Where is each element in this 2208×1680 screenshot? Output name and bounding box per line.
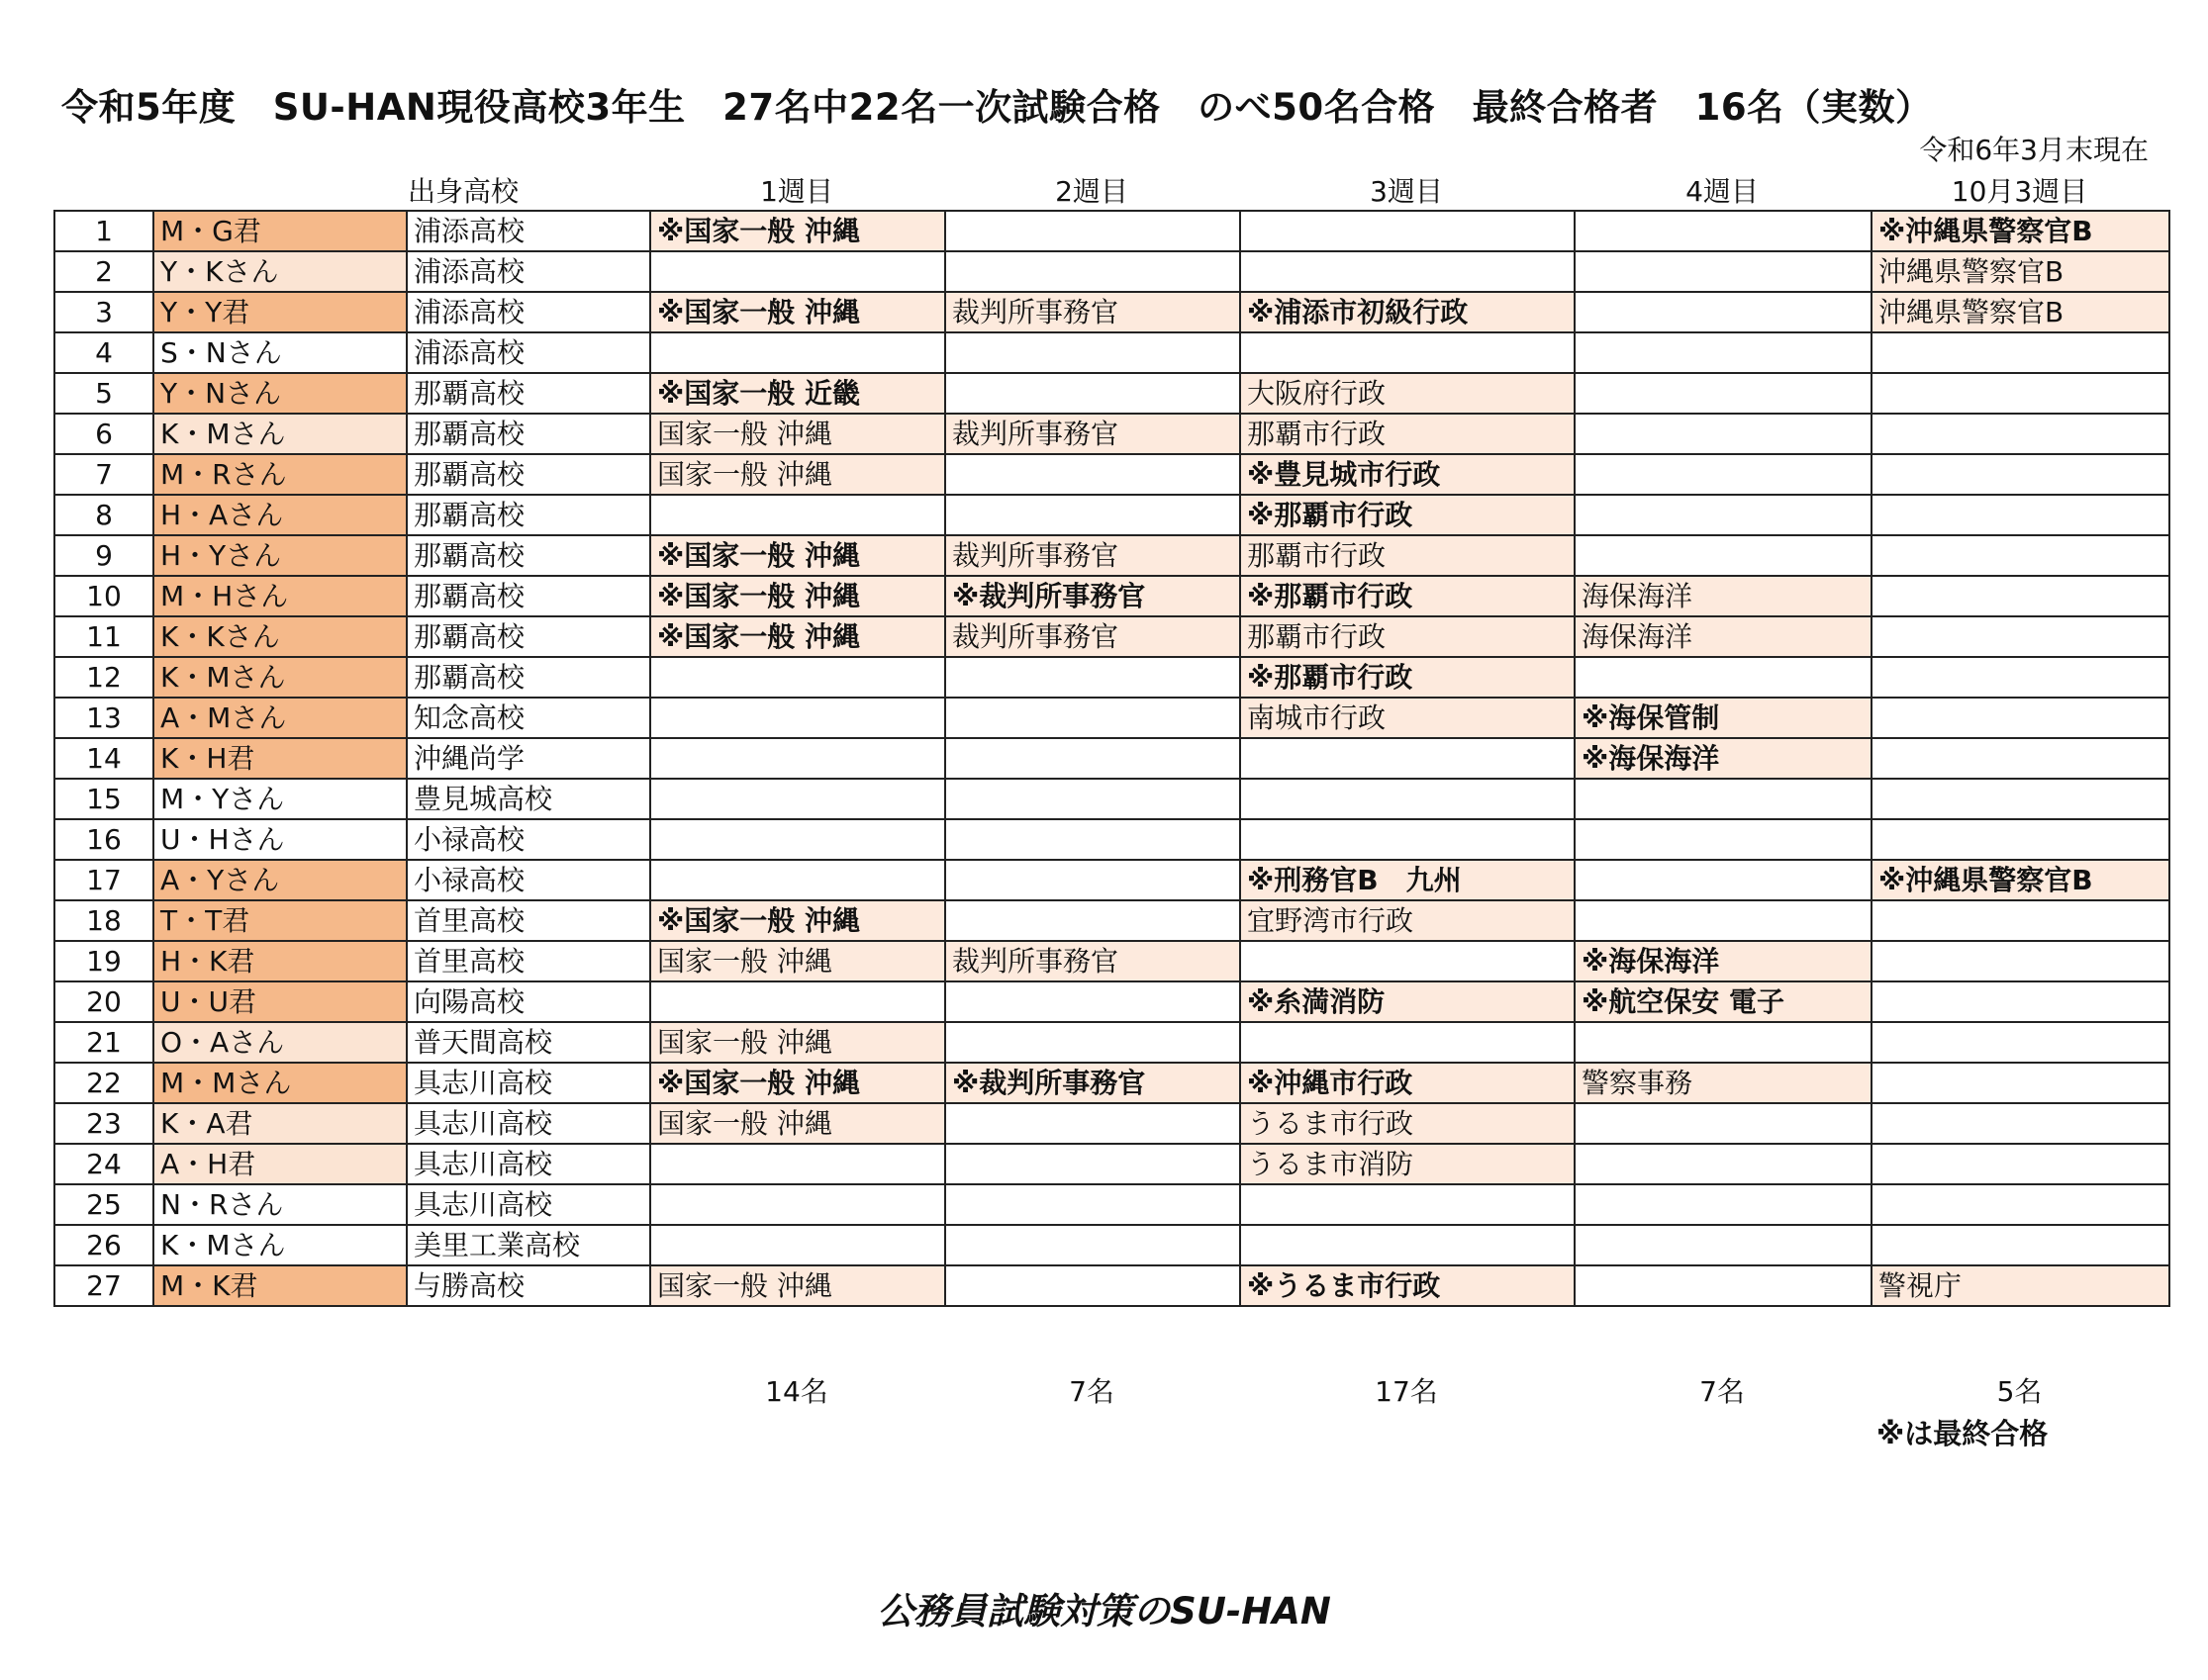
student-name: U・U君 xyxy=(153,981,407,1022)
student-name: Y・Y君 xyxy=(153,292,407,332)
week3-result xyxy=(1240,251,1575,292)
week5-result xyxy=(1872,454,2169,495)
school-name: 那覇高校 xyxy=(407,373,650,414)
school-name: 沖縄尚学 xyxy=(407,738,650,779)
week5-result: ※沖縄県警察官B xyxy=(1872,860,2169,900)
total-week4: 7名 xyxy=(1699,1375,1745,1408)
week4-result xyxy=(1575,1225,1872,1265)
week2-result xyxy=(945,1225,1240,1265)
week4-result: ※航空保安 電子 xyxy=(1575,981,1872,1022)
row-number: 19 xyxy=(54,941,153,981)
student-name: Y・Kさん xyxy=(153,251,407,292)
school-name: 向陽高校 xyxy=(407,981,650,1022)
row-number: 8 xyxy=(54,495,153,535)
week2-result xyxy=(945,495,1240,535)
week5-result: 警視庁 xyxy=(1872,1265,2169,1306)
week4-result xyxy=(1575,535,1872,576)
week5-result xyxy=(1872,779,2169,819)
school-name: 那覇高校 xyxy=(407,454,650,495)
week2-result: 裁判所事務官 xyxy=(945,535,1240,576)
school-name: 那覇高校 xyxy=(407,535,650,576)
week4-result xyxy=(1575,779,1872,819)
table-row xyxy=(54,779,2169,819)
week5-result xyxy=(1872,1063,2169,1103)
week2-result xyxy=(945,454,1240,495)
school-name: 具志川高校 xyxy=(407,1103,650,1144)
week3-result: ※豊見城市行政 xyxy=(1240,454,1575,495)
table-row xyxy=(54,251,2169,292)
week4-result xyxy=(1575,1184,1872,1225)
week4-result xyxy=(1575,860,1872,900)
total-week3: 17名 xyxy=(1375,1375,1438,1408)
header-week3: 3週目 xyxy=(1370,175,1443,208)
week2-result xyxy=(945,1265,1240,1306)
week3-result: うるま市行政 xyxy=(1240,1103,1575,1144)
week1-result: ※国家一般 沖縄 xyxy=(650,576,945,616)
table-row xyxy=(54,698,2169,738)
week2-result xyxy=(945,373,1240,414)
student-name: U・Hさん xyxy=(153,819,407,860)
table-row xyxy=(54,860,2169,900)
table-row xyxy=(54,454,2169,495)
week2-result xyxy=(945,779,1240,819)
week1-result xyxy=(650,738,945,779)
week4-result: 海保海洋 xyxy=(1575,616,1872,657)
student-name: S・Nさん xyxy=(153,332,407,373)
row-number: 14 xyxy=(54,738,153,779)
week1-result xyxy=(650,657,945,698)
header-week5: 10月3週目 xyxy=(1951,175,2088,208)
school-name: 那覇高校 xyxy=(407,657,650,698)
student-name: A・Mさん xyxy=(153,698,407,738)
table-row xyxy=(54,1184,2169,1225)
week1-result xyxy=(650,251,945,292)
student-name: K・A君 xyxy=(153,1103,407,1144)
week2-result: 裁判所事務官 xyxy=(945,292,1240,332)
week1-result: ※国家一般 沖縄 xyxy=(650,616,945,657)
week1-result: 国家一般 沖縄 xyxy=(650,414,945,454)
week5-result xyxy=(1872,900,2169,941)
week3-result xyxy=(1240,779,1575,819)
week4-result xyxy=(1575,332,1872,373)
table-row xyxy=(54,941,2169,981)
week1-result: 国家一般 沖縄 xyxy=(650,454,945,495)
week3-result xyxy=(1240,1022,1575,1063)
page-title: 令和5年度 SU-HAN現役高校3年生 27名中22名一次試験合格 のべ50名合格 最終合格者 16名（実数） xyxy=(61,86,1933,129)
week4-result xyxy=(1575,1103,1872,1144)
week5-result xyxy=(1872,576,2169,616)
total-week2: 7名 xyxy=(1069,1375,1114,1408)
week3-result: ※那覇市行政 xyxy=(1240,657,1575,698)
school-name: 那覇高校 xyxy=(407,495,650,535)
week4-result xyxy=(1575,1022,1872,1063)
week3-result: ※刑務官B 九州 xyxy=(1240,860,1575,900)
week3-result: 大阪府行政 xyxy=(1240,373,1575,414)
week5-result xyxy=(1872,1225,2169,1265)
student-name: T・T君 xyxy=(153,900,407,941)
student-name: Y・Nさん xyxy=(153,373,407,414)
total-week1: 14名 xyxy=(765,1375,828,1408)
row-number: 24 xyxy=(54,1144,153,1184)
week3-result: ※那覇市行政 xyxy=(1240,495,1575,535)
row-number: 17 xyxy=(54,860,153,900)
week2-result xyxy=(945,900,1240,941)
student-name: H・Aさん xyxy=(153,495,407,535)
week5-result xyxy=(1872,819,2169,860)
week5-result xyxy=(1872,738,2169,779)
as-of-date: 令和6年3月末現在 xyxy=(1919,134,2149,166)
school-name: 浦添高校 xyxy=(407,251,650,292)
week3-result xyxy=(1240,738,1575,779)
week5-result: 沖縄県警察官B xyxy=(1872,251,2169,292)
week5-result xyxy=(1872,332,2169,373)
week2-result xyxy=(945,1022,1240,1063)
school-name: 小禄高校 xyxy=(407,860,650,900)
week3-result: 那覇市行政 xyxy=(1240,535,1575,576)
week4-result xyxy=(1575,819,1872,860)
total-week5: 5名 xyxy=(1996,1375,2043,1408)
week1-result xyxy=(650,495,945,535)
week3-result: ※那覇市行政 xyxy=(1240,576,1575,616)
week1-result xyxy=(650,779,945,819)
row-number: 3 xyxy=(54,292,153,332)
student-name: A・H君 xyxy=(153,1144,407,1184)
school-name: 与勝高校 xyxy=(407,1265,650,1306)
header-school: 出身高校 xyxy=(408,175,520,208)
week3-result: 那覇市行政 xyxy=(1240,616,1575,657)
week2-result xyxy=(945,1144,1240,1184)
row-number: 25 xyxy=(54,1184,153,1225)
row-number: 6 xyxy=(54,414,153,454)
week1-result: ※国家一般 近畿 xyxy=(650,373,945,414)
row-number: 16 xyxy=(54,819,153,860)
week2-result xyxy=(945,1103,1240,1144)
school-name: 知念高校 xyxy=(407,698,650,738)
table-row xyxy=(54,657,2169,698)
week4-result xyxy=(1575,251,1872,292)
row-number: 20 xyxy=(54,981,153,1022)
week1-result xyxy=(650,332,945,373)
week2-result xyxy=(945,332,1240,373)
results-body xyxy=(54,211,2169,1306)
table-row xyxy=(54,900,2169,941)
week5-result xyxy=(1872,657,2169,698)
week5-result xyxy=(1872,1184,2169,1225)
week2-result xyxy=(945,981,1240,1022)
week4-result xyxy=(1575,414,1872,454)
row-number: 11 xyxy=(54,616,153,657)
week4-result xyxy=(1575,900,1872,941)
student-name: H・K君 xyxy=(153,941,407,981)
table-row xyxy=(54,373,2169,414)
table-row xyxy=(54,1103,2169,1144)
week5-result xyxy=(1872,1144,2169,1184)
table-row xyxy=(54,738,2169,779)
week2-result xyxy=(945,819,1240,860)
row-number: 23 xyxy=(54,1103,153,1144)
week5-result xyxy=(1872,941,2169,981)
student-name: M・Rさん xyxy=(153,454,407,495)
week4-result: ※海保管制 xyxy=(1575,698,1872,738)
week4-result: ※海保海洋 xyxy=(1575,941,1872,981)
student-name: K・Kさん xyxy=(153,616,407,657)
week5-result xyxy=(1872,698,2169,738)
school-name: 首里高校 xyxy=(407,941,650,981)
header-week2: 2週目 xyxy=(1055,175,1128,208)
week5-result xyxy=(1872,981,2169,1022)
table-row xyxy=(54,819,2169,860)
table-row xyxy=(54,332,2169,373)
header-week4: 4週目 xyxy=(1685,175,1759,208)
school-name: 首里高校 xyxy=(407,900,650,941)
week3-result xyxy=(1240,1225,1575,1265)
week1-result: 国家一般 沖縄 xyxy=(650,941,945,981)
week2-result xyxy=(945,657,1240,698)
row-number: 2 xyxy=(54,251,153,292)
school-name: 浦添高校 xyxy=(407,292,650,332)
week1-result: 国家一般 沖縄 xyxy=(650,1103,945,1144)
week3-result: 宜野湾市行政 xyxy=(1240,900,1575,941)
week1-result xyxy=(650,698,945,738)
row-number: 1 xyxy=(54,211,153,251)
week1-result: 国家一般 沖縄 xyxy=(650,1265,945,1306)
week4-result xyxy=(1575,292,1872,332)
row-number: 18 xyxy=(54,900,153,941)
week1-result xyxy=(650,1144,945,1184)
row-number: 26 xyxy=(54,1225,153,1265)
student-name: H・Yさん xyxy=(153,535,407,576)
final-pass-note: ※は最終合格 xyxy=(1876,1417,2049,1450)
table-row xyxy=(54,1022,2169,1063)
row-number: 15 xyxy=(54,779,153,819)
week2-result xyxy=(945,251,1240,292)
row-number: 12 xyxy=(54,657,153,698)
school-name: 普天間高校 xyxy=(407,1022,650,1063)
school-name: 浦添高校 xyxy=(407,211,650,251)
row-number: 7 xyxy=(54,454,153,495)
week1-result xyxy=(650,1184,945,1225)
footer-brand: 公務員試験対策のSU-HAN xyxy=(877,1590,1331,1633)
week4-result xyxy=(1575,373,1872,414)
row-number: 9 xyxy=(54,535,153,576)
header-week1: 1週目 xyxy=(760,175,833,208)
week2-result: ※裁判所事務官 xyxy=(945,576,1240,616)
week4-result xyxy=(1575,657,1872,698)
week5-result xyxy=(1872,495,2169,535)
week4-result: 海保海洋 xyxy=(1575,576,1872,616)
table-row xyxy=(54,1225,2169,1265)
week4-result xyxy=(1575,1144,1872,1184)
week2-result xyxy=(945,1184,1240,1225)
week1-result xyxy=(650,819,945,860)
week3-result: 那覇市行政 xyxy=(1240,414,1575,454)
school-name: 那覇高校 xyxy=(407,414,650,454)
table-row xyxy=(54,1063,2169,1103)
week4-result: 警察事務 xyxy=(1575,1063,1872,1103)
table-row xyxy=(54,211,2169,251)
week3-result xyxy=(1240,211,1575,251)
student-name: K・Mさん xyxy=(153,1225,407,1265)
week2-result: ※裁判所事務官 xyxy=(945,1063,1240,1103)
table-row xyxy=(54,616,2169,657)
week3-result: 南城市行政 xyxy=(1240,698,1575,738)
week1-result: ※国家一般 沖縄 xyxy=(650,535,945,576)
week1-result: ※国家一般 沖縄 xyxy=(650,900,945,941)
week4-result: ※海保海洋 xyxy=(1575,738,1872,779)
week3-result xyxy=(1240,332,1575,373)
school-name: 那覇高校 xyxy=(407,616,650,657)
school-name: 具志川高校 xyxy=(407,1144,650,1184)
week5-result xyxy=(1872,414,2169,454)
school-name: 那覇高校 xyxy=(407,576,650,616)
week2-result xyxy=(945,860,1240,900)
week5-result xyxy=(1872,616,2169,657)
week5-result: 沖縄県警察官B xyxy=(1872,292,2169,332)
table-row xyxy=(54,576,2169,616)
totals-row xyxy=(0,1370,2208,1410)
week4-result xyxy=(1575,211,1872,251)
student-name: M・Yさん xyxy=(153,779,407,819)
table-row xyxy=(54,1144,2169,1184)
week3-result: ※うるま市行政 xyxy=(1240,1265,1575,1306)
week3-result xyxy=(1240,1184,1575,1225)
table-row xyxy=(54,981,2169,1022)
week2-result: 裁判所事務官 xyxy=(945,414,1240,454)
student-name: M・Mさん xyxy=(153,1063,407,1103)
week2-result: 裁判所事務官 xyxy=(945,941,1240,981)
student-name: M・Hさん xyxy=(153,576,407,616)
student-name: K・H君 xyxy=(153,738,407,779)
week1-result xyxy=(650,1225,945,1265)
student-name: A・Yさん xyxy=(153,860,407,900)
week2-result xyxy=(945,211,1240,251)
week3-result xyxy=(1240,941,1575,981)
row-number: 21 xyxy=(54,1022,153,1063)
results-table xyxy=(53,210,2170,1307)
school-name: 具志川高校 xyxy=(407,1063,650,1103)
row-number: 27 xyxy=(54,1265,153,1306)
school-name: 浦添高校 xyxy=(407,332,650,373)
week3-result: うるま市消防 xyxy=(1240,1144,1575,1184)
week1-result: ※国家一般 沖縄 xyxy=(650,211,945,251)
week4-result xyxy=(1575,1265,1872,1306)
table-row xyxy=(54,414,2169,454)
week5-result: ※沖縄県警察官B xyxy=(1872,211,2169,251)
school-name: 美里工業高校 xyxy=(407,1225,650,1265)
school-name: 具志川高校 xyxy=(407,1184,650,1225)
table-row xyxy=(54,495,2169,535)
student-name: N・Rさん xyxy=(153,1184,407,1225)
week5-result xyxy=(1872,1022,2169,1063)
row-number: 10 xyxy=(54,576,153,616)
week2-result: 裁判所事務官 xyxy=(945,616,1240,657)
week4-result xyxy=(1575,454,1872,495)
student-name: M・K君 xyxy=(153,1265,407,1306)
row-number: 4 xyxy=(54,332,153,373)
school-name: 小禄高校 xyxy=(407,819,650,860)
student-name: M・G君 xyxy=(153,211,407,251)
week1-result: 国家一般 沖縄 xyxy=(650,1022,945,1063)
week1-result xyxy=(650,860,945,900)
week2-result xyxy=(945,738,1240,779)
column-headers xyxy=(0,170,2208,210)
week3-result xyxy=(1240,819,1575,860)
week3-result: ※沖縄市行政 xyxy=(1240,1063,1575,1103)
week2-result xyxy=(945,698,1240,738)
row-number: 13 xyxy=(54,698,153,738)
week5-result xyxy=(1872,373,2169,414)
week4-result xyxy=(1575,495,1872,535)
week3-result: ※浦添市初級行政 xyxy=(1240,292,1575,332)
row-number: 5 xyxy=(54,373,153,414)
table-row xyxy=(54,1265,2169,1306)
table-row xyxy=(54,535,2169,576)
week5-result xyxy=(1872,535,2169,576)
student-name: K・Mさん xyxy=(153,414,407,454)
student-name: O・Aさん xyxy=(153,1022,407,1063)
week1-result xyxy=(650,981,945,1022)
school-name: 豊見城高校 xyxy=(407,779,650,819)
table-row xyxy=(54,292,2169,332)
week1-result: ※国家一般 沖縄 xyxy=(650,1063,945,1103)
week1-result: ※国家一般 沖縄 xyxy=(650,292,945,332)
row-number: 22 xyxy=(54,1063,153,1103)
student-name: K・Mさん xyxy=(153,657,407,698)
week3-result: ※糸満消防 xyxy=(1240,981,1575,1022)
week5-result xyxy=(1872,1103,2169,1144)
